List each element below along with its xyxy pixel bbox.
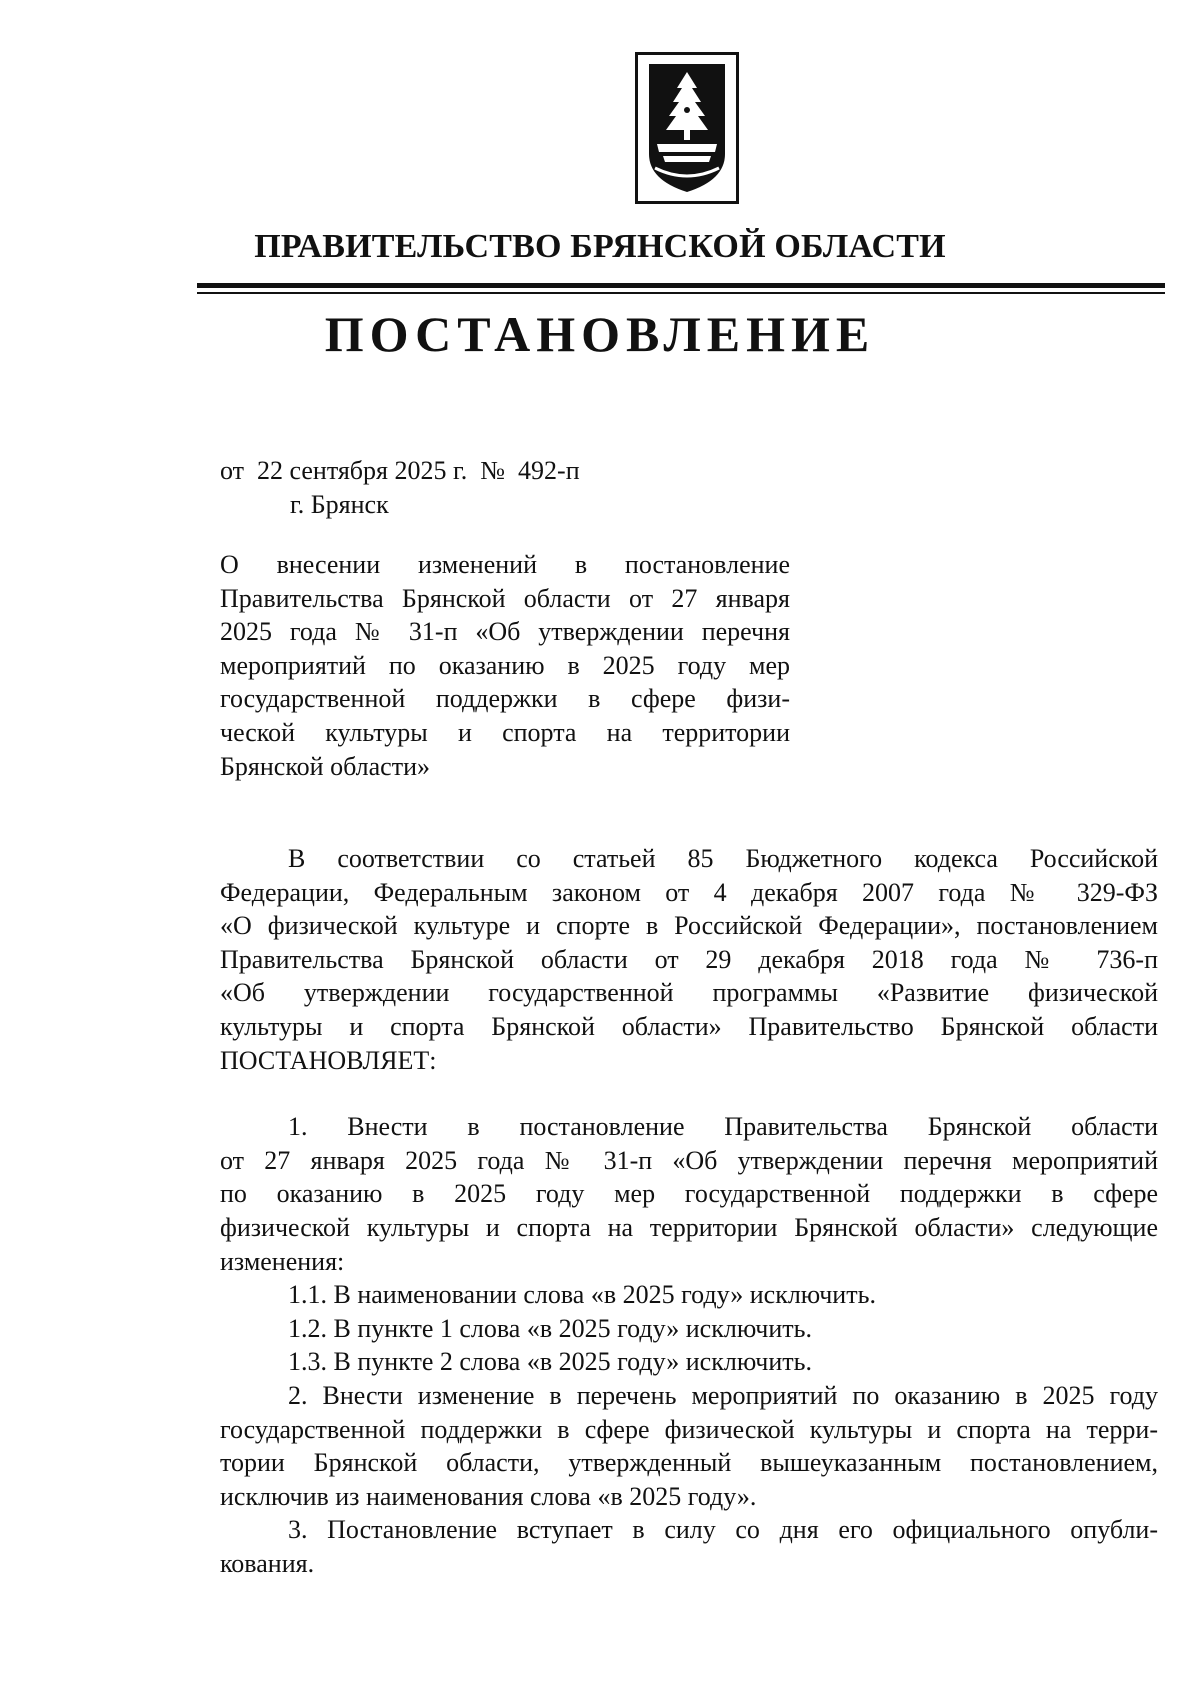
document-type: ПОСТАНОВЛЕНИЕ bbox=[324, 306, 876, 362]
body-line: Правительства Брянской области от 29 декабря 2018 года № 736-п bbox=[220, 944, 1158, 974]
body-line: «Об утверждении государственной программы «Развитие физической bbox=[220, 978, 1158, 1008]
header-rule-thin bbox=[197, 292, 1165, 294]
body-line: от 27 января 2025 года № 31-п «Об утверждении перечня мероприятий bbox=[220, 1145, 1158, 1175]
body-line: 1. Внести в постановление Правительства Брянской области bbox=[288, 1112, 1158, 1142]
body-line: «О физической культуре и спорте в Российской Федерации», постановлением bbox=[220, 911, 1158, 941]
subitem-line: 1.3. В пункте 2 слова «в 2025 году» исключить. bbox=[288, 1347, 812, 1377]
subitem-line: 1.2. В пункте 1 слова «в 2025 году» исключить. bbox=[288, 1313, 812, 1343]
body-line: 2. Внести изменение в перечень мероприятий по оказанию в 2025 году bbox=[288, 1380, 1158, 1410]
body-line: культуры и спорта Брянской области» Правительство Брянской области bbox=[220, 1011, 1158, 1041]
item-1 bbox=[220, 1110, 1158, 1278]
body-line: Федерации, Федеральным законом от 4 декабря 2007 года № 329-ФЗ bbox=[220, 877, 1158, 907]
date-number-line: от 22 сентября 2025 г. № 492-п bbox=[220, 456, 580, 485]
body-line: физической культуры и спорта на территории Брянской области» следующие bbox=[220, 1212, 1158, 1242]
body-line: ПОСТАНОВЛЯЕТ: bbox=[220, 1045, 437, 1075]
city: г. Брянск bbox=[290, 490, 389, 519]
subject-line: мероприятий по оказанию в 2025 году мер bbox=[220, 650, 790, 680]
subject-line: 2025 года № 31-п «Об утверждении перечня bbox=[220, 617, 790, 647]
body-line: изменения: bbox=[220, 1246, 345, 1276]
header-rule-thick bbox=[197, 283, 1165, 288]
body-line: 3. Постановление вступает в силу со дня его официального опубли- bbox=[288, 1515, 1158, 1545]
government-title: ПРАВИТЕЛЬСТВО БРЯНСКОЙ ОБЛАСТИ bbox=[254, 228, 946, 265]
preamble bbox=[220, 842, 1158, 1077]
subject-line: ческой культуры и спорта на территории bbox=[220, 717, 790, 747]
body-line: тории Брянской области, утвержденный вышеуказанным постановлением, bbox=[220, 1448, 1158, 1478]
body-line: кования. bbox=[220, 1548, 315, 1578]
subject-line: Правительства Брянской области от 27 января bbox=[220, 583, 790, 613]
item-2 bbox=[220, 1379, 1158, 1513]
document-subject bbox=[220, 548, 790, 783]
body-line: В соответствии со статьей 85 Бюджетного кодекса Российской bbox=[288, 844, 1158, 873]
body-line: по оказанию в 2025 году мер государственной поддержки в сфере bbox=[220, 1179, 1158, 1209]
subject-line: Брянской области» bbox=[220, 751, 430, 781]
document-body bbox=[220, 842, 1158, 1580]
subitems bbox=[220, 1278, 1158, 1379]
subject-line: О внесении изменений в постановление bbox=[220, 550, 790, 579]
subject-line: государственной поддержки в сфере физи- bbox=[220, 684, 790, 714]
coat-of-arms-icon bbox=[635, 52, 739, 204]
subitem-line: 1.1. В наименовании слова «в 2025 году» исключить. bbox=[288, 1280, 876, 1310]
item-3 bbox=[220, 1513, 1158, 1580]
body-line: исключив из наименования слова «в 2025 году». bbox=[220, 1481, 757, 1511]
body-line: государственной поддержки в сфере физической культуры и спорта на терри- bbox=[220, 1414, 1158, 1444]
